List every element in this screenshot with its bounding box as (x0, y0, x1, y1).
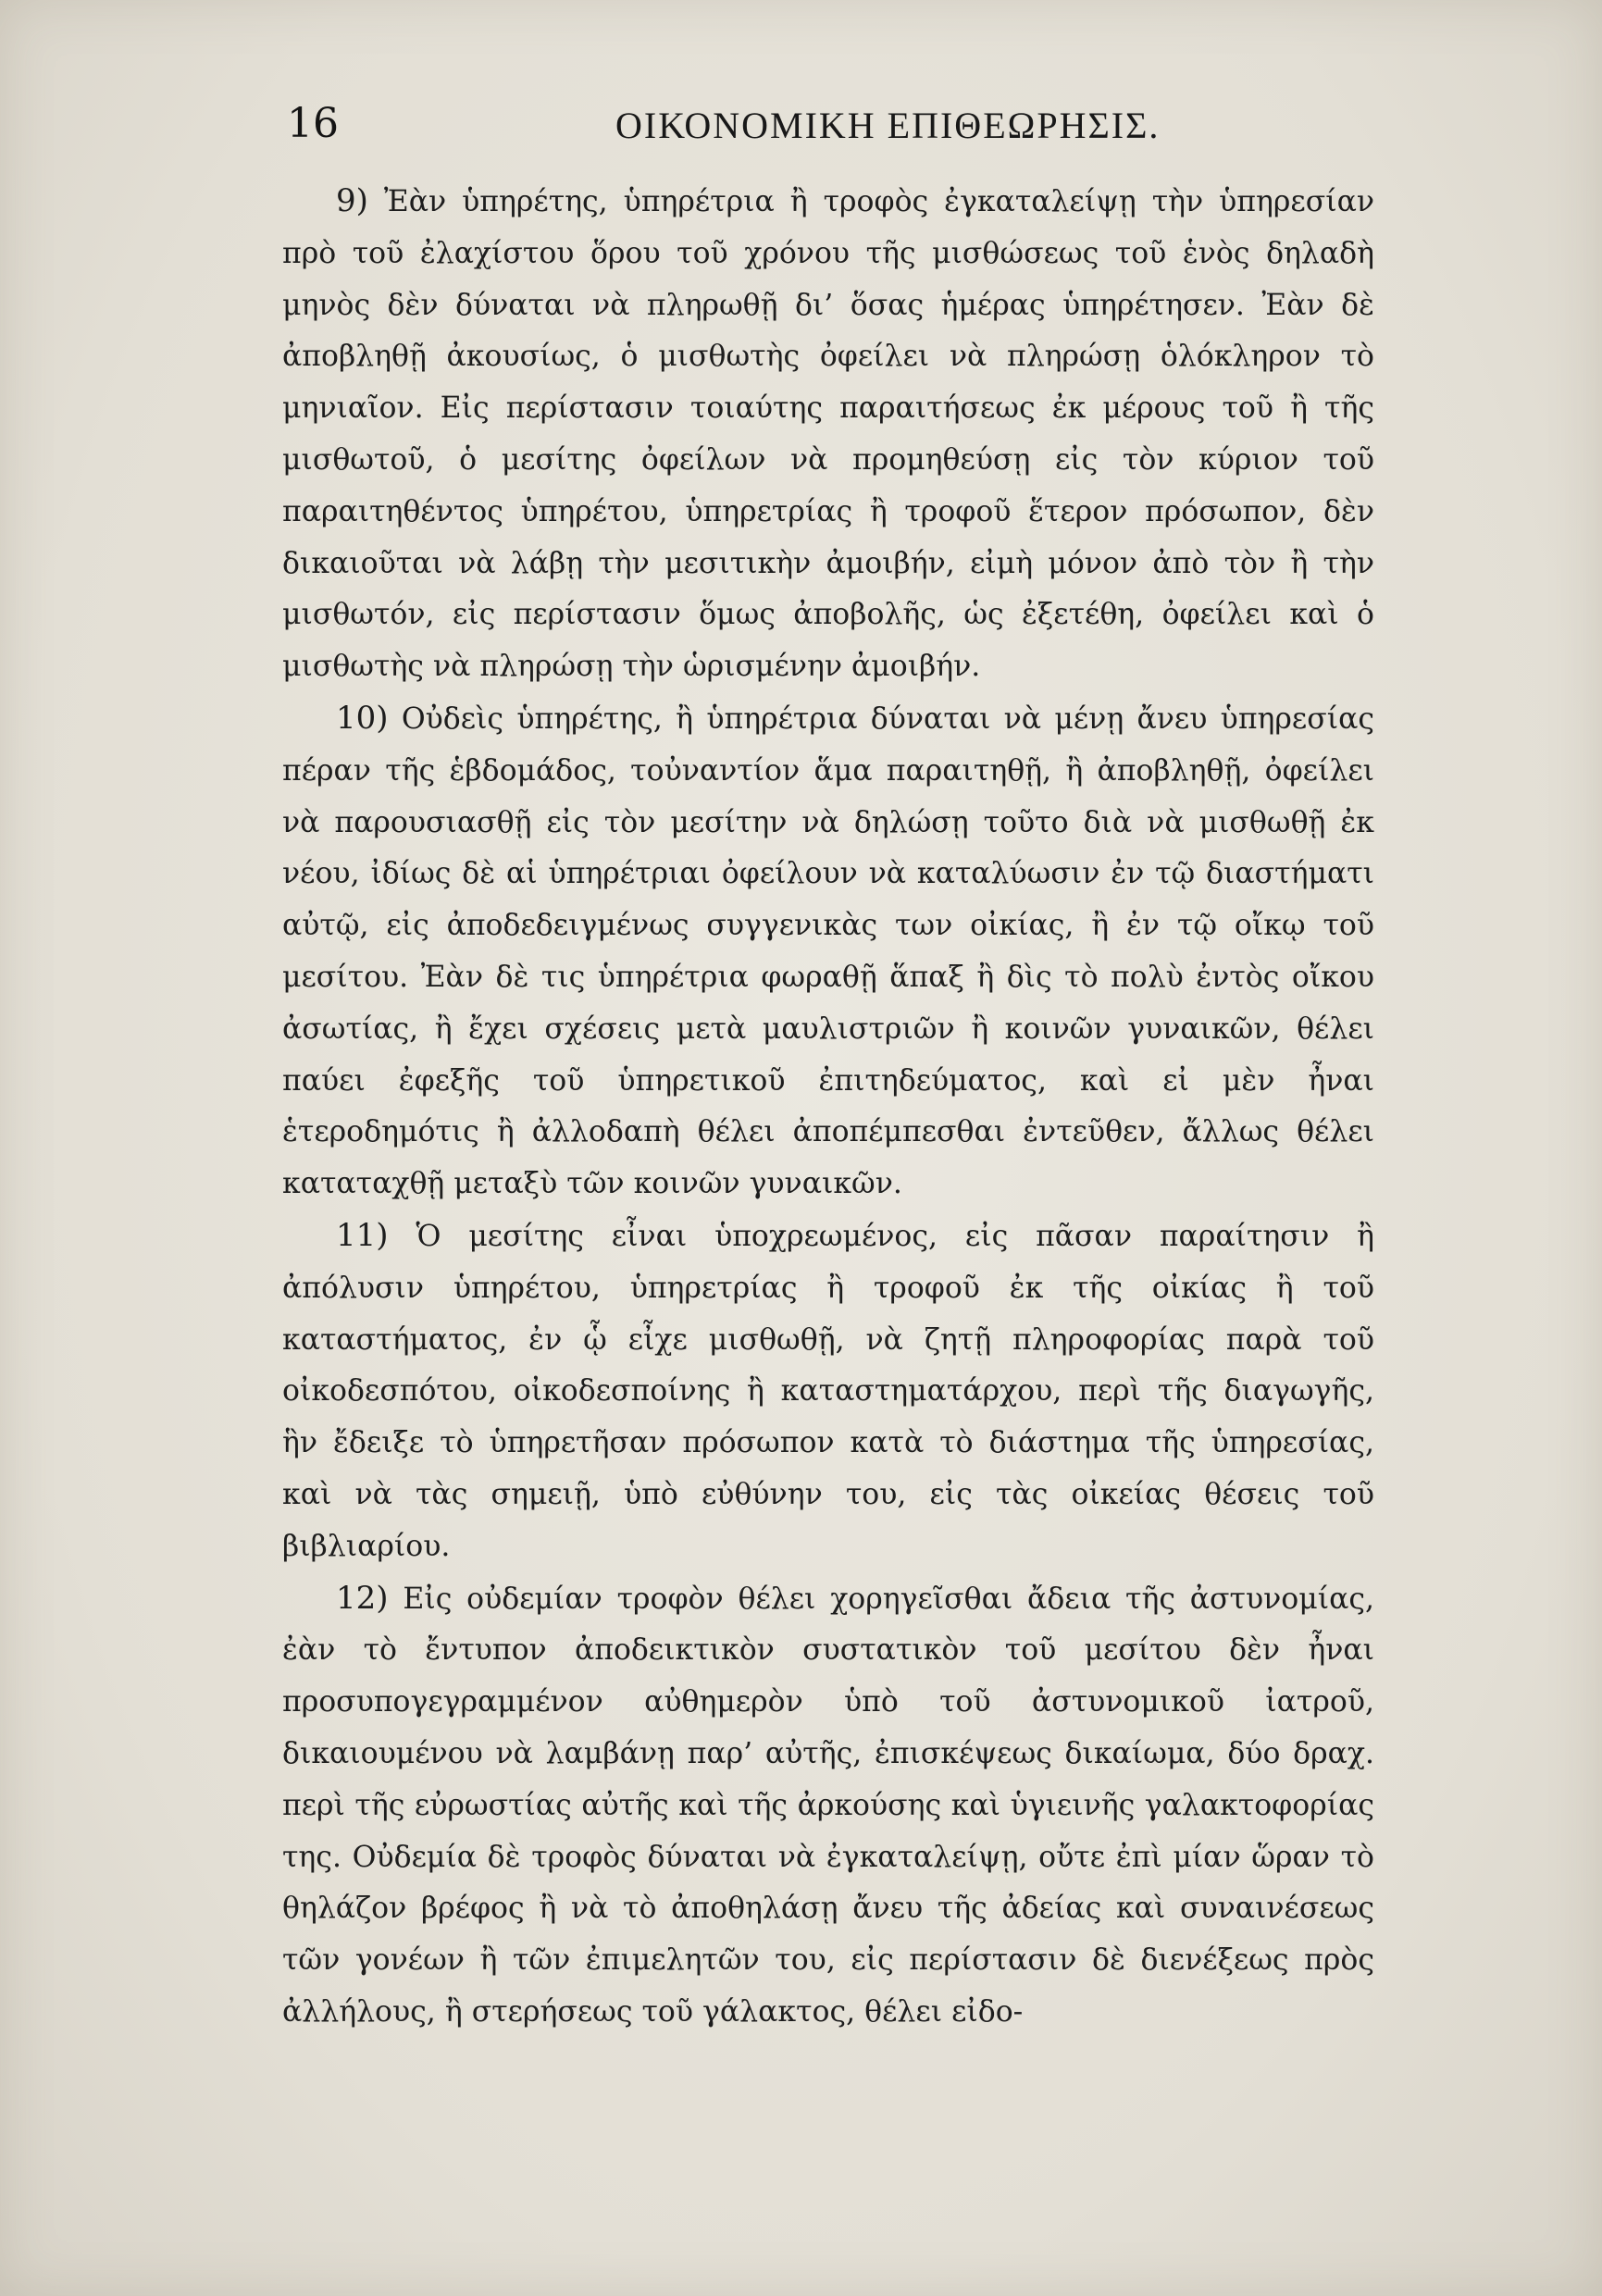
paragraph-text: Ἐὰν ὑπηρέτης, ὑπηρέτρια ἢ τροφὸς ἐγκαταλείψῃ τὴν ὑπηρεσίαν πρὸ τοῦ ἐλαχίστου ὅρου τοῦ χρόνου τῆς μισθώσεως τοῦ ἑνὸς δηλαδὴ μηνὸς δὲν δύναται νὰ πληρωθῇ δι’ ὅσας ἡμέρας ὑπηρέτησεν. Ἐὰν δὲ ἀποβληθῇ ἀκουσίως, ὁ μισθωτὴς ὀφείλει νὰ πληρώσῃ ὁλόκληρον τὸ μηνιαῖον. Εἰς περίστασιν τοιαύτης παραιτήσεως ἐκ μέρους τοῦ ἢ τῆς μισθωτοῦ, ὁ μεσίτης ὀφείλων νὰ προμηθεύσῃ εἰς τὸν κύριον τοῦ παραιτηθέντος ὑπηρέτου, ὑπηρετρίας ἢ τροφοῦ ἕτερον πρόσωπον, δὲν δικαιοῦται νὰ λάβῃ τὴν μεσιτικὴν ἀμοιβήν, εἰμὴ μόνον ἀπὸ τὸν ἢ τὴν μισθωτόν, εἰς περίστασιν ὅμως ἀποβολῆς, ὡς ἐξετέθη, ὀφείλει καὶ ὁ μισθωτὴς νὰ πληρώσῃ τὴν ὡρισμένην ἀμοιβήν. (282, 185, 1374, 684)
page-number: 16 (287, 100, 339, 147)
paragraph-text: Εἰς οὐδεμίαν τροφὸν θέλει χορηγεῖσθαι ἄδεια τῆς ἀστυνομίας, ἐὰν τὸ ἔντυπον ἀποδεικτικὸν συστατικὸν τοῦ μεσίτου δὲν ἦναι προσυπογεγραμμένον αὐθημερὸν ὑπὸ τοῦ ἀστυνομικοῦ ἰατροῦ, δικαιουμένου νὰ λαμβάνῃ παρ’ αὐτῆς, ἐπισκέψεως δικαίωμα, δύο δραχ. περὶ τῆς εὐρωστίας αὐτῆς καὶ τῆς ἀρκούσης καὶ ὑγιεινῆς γαλακτοφορίας της. Οὐδεμία δὲ τροφὸς δύναται νὰ ἐγκαταλείψῃ, οὔτε ἐπὶ μίαν ὥραν τὸ θηλάζον βρέφος ἢ νὰ τὸ ἀποθηλάσῃ ἄνευ τῆς ἀδείας καὶ συναινέσεως τῶν γονέων ἢ τῶν ἐπιμελητῶν του, εἰς περίστασιν δὲ διενέξεως πρὸς ἀλλήλους, ἢ στερήσεως τοῦ γάλακτος, θέλει εἰδο- (282, 1582, 1374, 2029)
paragraph-text: Οὐδεὶς ὑπηρέτης, ἢ ὑπηρέτρια δύναται νὰ μένῃ ἄνευ ὑπηρεσίας πέραν τῆς ἑβδομάδος, τοὐναντίον ἅμα παραιτηθῇ, ἢ ἀποβληθῇ, ὀφείλει νὰ παρουσιασθῇ εἰς τὸν μεσίτην νὰ δηλώσῃ τοῦτο διὰ νὰ μισθωθῇ ἐκ νέου, ἰδίως δὲ αἱ ὑπηρέτριαι ὀφείλουν νὰ καταλύωσιν ἐν τῷ διαστήματι αὐτῷ, εἰς ἀποδεδειγμένως συγγενικὰς των οἰκίας, ἢ ἐν τῷ οἴκῳ τοῦ μεσίτου. Ἐὰν δὲ τις ὑπηρέτρια φωραθῇ ἅπαξ ἢ δὶς τὸ πολὺ ἐντὸς οἴκου ἀσωτίας, ἢ ἔχει σχέσεις μετὰ μαυλιστριῶν ἢ κοινῶν γυναικῶν, θέλει παύει ἐφεξῆς τοῦ ὑπηρετικοῦ ἐπιτηδεύματος, καὶ εἰ μὲν ἦναι ἑτεροδημότις ἢ ἀλλοδαπὴ θέλει ἀποπέμπεσθαι ἐντεῦθεν, ἄλλως θέλει καταταχθῇ μεταξὺ τῶν κοινῶν γυναικῶν. (282, 701, 1374, 1201)
paragraph-12 (282, 1573, 1374, 2039)
running-title: ΟΙΚΟΝΟΜΙΚΗ ΕΠΙΘΕΩΡΗΣΙΣ. (615, 105, 1161, 146)
page-body (282, 176, 1374, 2039)
paragraph-number: 11) (336, 1216, 389, 1254)
paragraph-number: 10) (336, 699, 389, 737)
paragraph-9 (282, 176, 1374, 693)
paragraph-number: 12) (336, 1579, 389, 1617)
page-header (287, 100, 1370, 155)
paragraph-text: Ὁ μεσίτης εἶναι ὑποχρεωμένος, εἰς πᾶσαν παραίτησιν ἢ ἀπόλυσιν ὑπηρέτου, ὑπηρετρίας ἢ τροφοῦ ἐκ τῆς οἰκίας ἢ τοῦ καταστήματος, ἐν ᾧ εἶχε μισθωθῇ, νὰ ζητῇ πληροφορίας παρὰ τοῦ οἰκοδεσπότου, οἰκοδεσποίνης ἢ καταστηματάρχου, περὶ τῆς διαγωγῆς, ἣν ἔδειξε τὸ ὑπηρετῆσαν πρόσωπον κατὰ τὸ διάστημα τῆς ὑπηρεσίας, καὶ νὰ τὰς σημειῇ, ὑπὸ εὐθύνην του, εἰς τὰς οἰκείας θέσεις τοῦ βιβλιαρίου. (282, 1219, 1374, 1563)
paragraph-11 (282, 1210, 1374, 1573)
paragraph-10 (282, 693, 1374, 1210)
paragraph-number: 9) (336, 182, 368, 219)
